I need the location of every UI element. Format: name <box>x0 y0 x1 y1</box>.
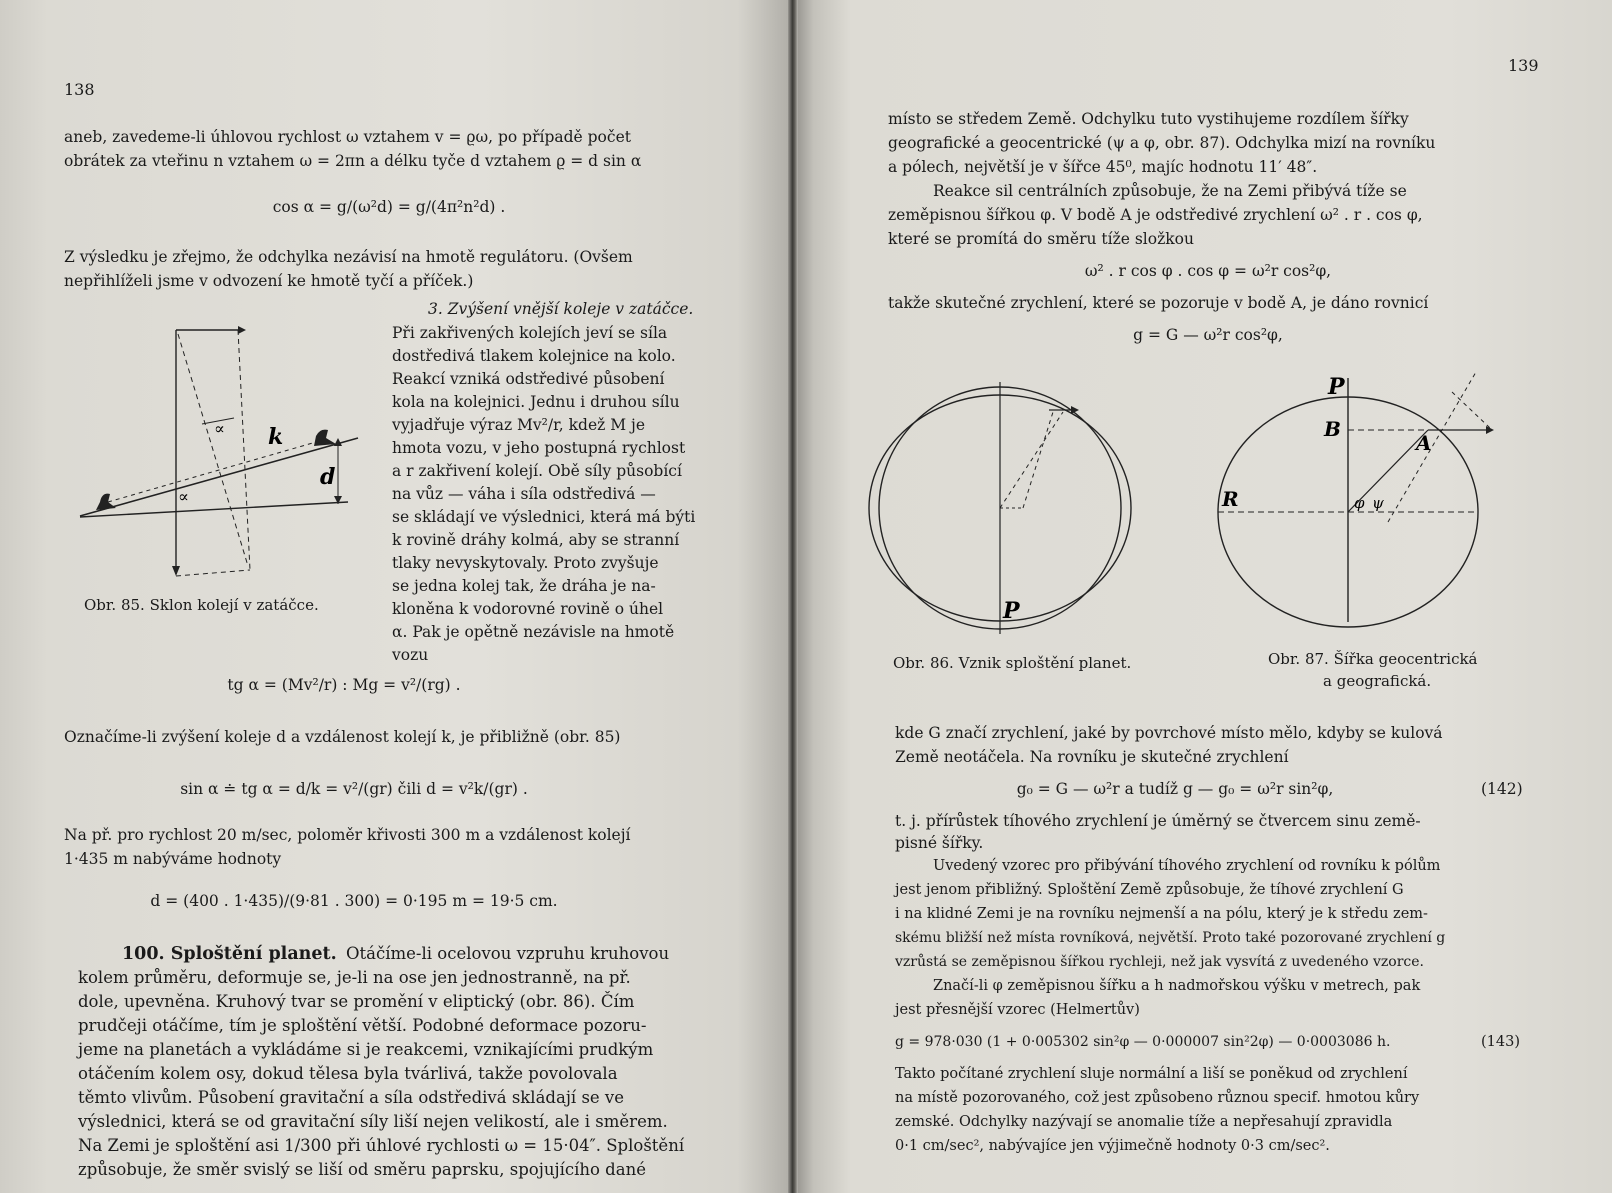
text-line: vzrůstá se zeměpisnou šířkou rychleji, než jak vysvítá z uvedeného vzorce. <box>895 954 1424 970</box>
text-line: hmota vozu, v jeho postupná rychlost <box>392 439 686 457</box>
text-line: jeme na planetách a vykládáme si je reakcemi, vznikajícími prudkým <box>78 1040 654 1059</box>
section-heading: 100. Sploštění planet. <box>122 944 337 964</box>
text-line: α. Pak je opětně nezávisle na hmotě <box>392 623 675 641</box>
right-page <box>793 0 1612 1193</box>
equation-number: (142) <box>1481 780 1523 798</box>
figure-87-caption: Obr. 87. Šířka geocentrická <box>1268 650 1478 668</box>
text-line: kolem průměru, deformuje se, je-li na ose jen jednostranně, na př. <box>78 968 631 987</box>
text-line: skému bližší než místa rovníková, největší. Proto také pozorované zrychlení g <box>895 930 1446 946</box>
text-line: Uvedený vzorec pro přibývání tíhového zrychlení od rovníku k pólům <box>933 858 1441 874</box>
figure-86-flattening <box>873 382 1153 642</box>
figure-86-caption: Obr. 86. Vznik sploštění planet. <box>893 654 1132 672</box>
text-line: Značí-li φ zeměpisnou šířku a h nadmořskou výšku v metrech, pak <box>933 978 1421 994</box>
equation: d = (400 . 1·435)/(9·81 . 300) = 0·195 m = 19·5 cm. <box>150 892 558 910</box>
point-b-label: B <box>1324 417 1341 441</box>
text-line: výslednici, která se od gravitační síly liší nejen velikostí, ale i směrem. <box>78 1112 668 1131</box>
text-line: kde G značí zrychlení, jaké by povrchové místo mělo, kdyby se kulová <box>895 724 1443 742</box>
text-line: Označíme-li zvýšení koleje d a vzdálenost kolejí k, je přibližně (obr. 85) <box>64 728 621 746</box>
text-line: Reakcí vzniká odstředivé působení <box>392 370 665 388</box>
text-line: 1·435 m nabýváme hodnoty <box>64 850 282 868</box>
psi-label: ψ <box>1372 494 1384 512</box>
text-line: geografické a geocentrické (ψ a φ, obr. 87). Odchylka mizí na rovníku <box>888 134 1436 152</box>
page-number: 139 <box>1508 56 1539 75</box>
alpha-label: ∝ <box>178 487 189 506</box>
text-line: Země neotáčela. Na rovníku je skutečné zrychlení <box>895 748 1289 766</box>
text-line: Na Zemi je sploštění asi 1/300 při úhlové rychlosti ω = 15·04″. Sploštění <box>78 1136 685 1155</box>
alpha-label: ∝ <box>214 419 225 438</box>
text-line: kola na kolejnici. Jednu i druhou sílu <box>392 393 680 411</box>
equation: cos α = g/(ω²d) = g/(4π²n²d) . <box>272 198 506 216</box>
equation: g = 978·030 (1 + 0·005302 sin²φ — 0·000007 sin²2φ) — 0·0003086 h. <box>895 1034 1391 1050</box>
text-line: na místě pozorovaného, což jest způsobeno různou specif. hmotou kůry <box>895 1090 1420 1106</box>
point-a-label: A <box>1416 431 1432 455</box>
text-line: a r zakřivení kolejí. Obě síly působící <box>392 462 682 480</box>
figure-85-rail-tilt <box>78 318 378 588</box>
text-line: se skládají ve výslednici, která má býti <box>392 508 696 526</box>
phi-label: φ <box>1354 494 1365 512</box>
k-label: k <box>268 424 284 450</box>
text-line: Z výsledku je zřejmo, že odchylka nezávisí na hmotě regulátoru. (Ovšem <box>64 248 633 266</box>
text-line: jest jenom přibližný. Sploštění Země způsobuje, že tíhové zrychlení G <box>895 882 1404 898</box>
text-line: Otáčíme-li ocelovou vzpruhu kruhovou <box>346 944 670 963</box>
text-line: Při zakřivených kolejích jeví se síla <box>392 324 668 342</box>
text-line: otáčením kolem osy, dokud tělesa byla tvárlivá, takže povolovala <box>78 1064 618 1083</box>
text-line: dole, upevněna. Kruhový tvar se promění v eliptický (obr. 86). Čím <box>78 992 635 1011</box>
pole-label: P <box>1003 598 1020 624</box>
figure-87-latitude <box>1222 372 1538 622</box>
figure-87-caption: a geografická. <box>1323 672 1432 690</box>
text-line: se jedna kolej tak, že dráha je na- <box>392 577 656 595</box>
equation: ω² . r cos φ . cos φ = ω²r cos²φ, <box>1084 262 1332 280</box>
text-line: Reakce sil centrálních způsobuje, že na Zemi přibývá tíže se <box>933 182 1407 200</box>
equation: tg α = (Mv²/r) : Mg = v²/(rg) . <box>227 676 461 694</box>
text-line: tlaky nevyskytovaly. Proto zvyšuje <box>392 554 659 572</box>
text-line: zemské. Odchylky nazývají se anomalie tíže a nepřesahují zpravidla <box>895 1114 1393 1130</box>
d-label: d <box>320 464 336 490</box>
equation: g₀ = G — ω²r a tudíž g — g₀ = ω²r sin²φ, <box>1016 780 1334 798</box>
text-line: prudčeji otáčíme, tím je sploštění větší. Podobné deformace pozoru- <box>78 1016 647 1035</box>
text-line: a pólech, největší je v šířce 45⁰, majíc hodnotu 11′ 48″. <box>888 158 1318 176</box>
text-line: Na př. pro rychlost 20 m/sec, poloměr křivosti 300 m a vzdálenost kolejí <box>64 826 631 844</box>
text-line: místo se středem Země. Odchylku tuto vystihujeme rozdílem šířky <box>888 110 1409 128</box>
text-line: t. j. přírůstek tíhového zrychlení je úměrný se čtvercem sinu země- <box>895 812 1421 830</box>
text-line: aneb, zavedeme-li úhlovou rychlost ω vztahem v = ϱω, po případě počet <box>64 128 631 146</box>
text-line: i na klidné Zemi je na rovníku nejmenší a na pólu, který je k středu zem- <box>895 906 1428 922</box>
text-line: způsobuje, že směr svislý se liší od směru paprsku, spojujícího dané <box>78 1160 646 1179</box>
text-line: Takto počítané zrychlení sluje normální a liší se poněkud od zrychlení <box>895 1066 1408 1082</box>
pole-label: P <box>1328 374 1345 400</box>
text-line: pisné šířky. <box>895 834 984 852</box>
text-line: jest přesnější vzorec (Helmertův) <box>895 1002 1140 1018</box>
text-line: nepřihlíželi jsme v odvození ke hmotě tyčí a příček.) <box>64 272 474 290</box>
subsection-title: 3. Zvýšení vnější koleje v zatáčce. <box>428 300 694 318</box>
text-line: zeměpisnou šířkou φ. V bodě A je odstředivé zrychlení ω² . r . cos φ, <box>888 206 1423 224</box>
left-page <box>0 0 793 1193</box>
text-line: vozu <box>392 646 429 664</box>
equation: sin α ≐ tg α = d/k = v²/(gr) čili d = v²k/(gr) . <box>180 780 528 798</box>
text-line: na vůz — váha i síla odstředivá — <box>392 485 656 503</box>
text-line: k rovině dráhy kolmá, aby se stranní <box>392 531 680 549</box>
text-line: obrátek za vteřinu n vztahem ω = 2πn a délku tyče d vztahem ϱ = d sin α <box>64 152 642 170</box>
page-number: 138 <box>64 80 95 99</box>
text-line: kloněna k vodorovné rovině o úhel <box>392 600 664 618</box>
text-line: těmto vlivům. Působení gravitační a síla odstředivá skládají se ve <box>78 1088 625 1107</box>
text-line: které se promítá do směru tíže složkou <box>888 230 1194 248</box>
equation-number: (143) <box>1481 1034 1520 1050</box>
radius-label: R <box>1222 487 1239 511</box>
text-line: vyjadřuje výraz Mv²/r, kdež M je <box>392 416 646 434</box>
book-gutter <box>788 0 798 1193</box>
equation: g = G — ω²r cos²φ, <box>1133 326 1283 344</box>
text-line: dostředivá tlakem kolejnice na kolo. <box>392 347 676 365</box>
text-line: takže skutečné zrychlení, které se pozoruje v bodě A, je dáno rovnicí <box>888 294 1429 312</box>
figure-85-caption: Obr. 85. Sklon kolejí v zatáčce. <box>84 596 319 614</box>
text-line: 0·1 cm/sec², nabývajíce jen výjimečně hodnoty 0·3 cm/sec². <box>895 1138 1330 1154</box>
